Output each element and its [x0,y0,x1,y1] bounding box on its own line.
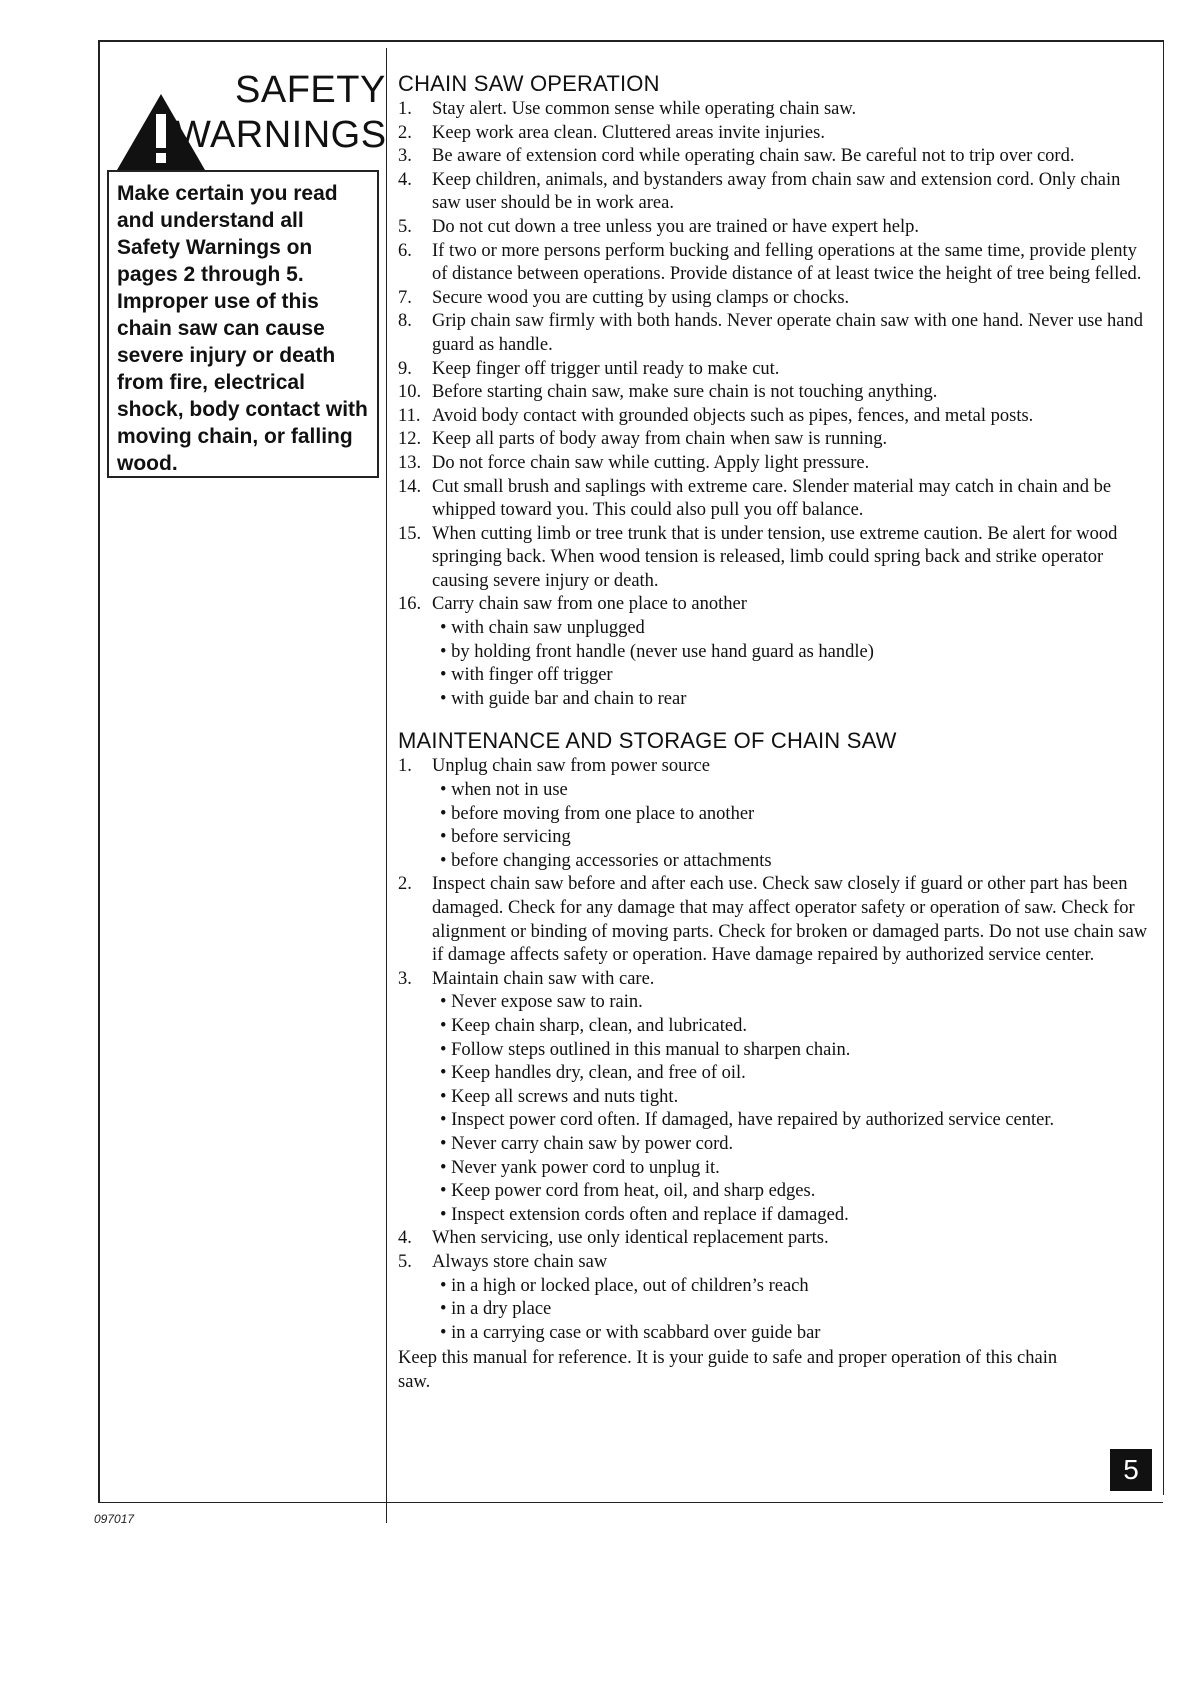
list-item [398,310,1153,357]
list-item [398,476,1153,523]
safety-warnings-header [115,70,387,160]
sub-list-item: • by holding front handle (never use hand guard as handle) [440,641,1153,665]
sub-list-item: • Never expose saw to rain. [440,991,1153,1015]
item-number: 7. [398,287,412,308]
item-text: Inspect chain saw before and after each use. Check saw closely if guard or other part has been damaged. Check for any damage that may affect operator safety or operation of saw. Check for alignment or binding of moving parts. Check for broken or damaged parts. Do not use chain saw if damage affects safety or operation. Have damage repaired by authorized service center. [432,874,1148,966]
list-item [398,169,1153,216]
item-text: Before starting chain saw, make sure chain is not touching anything. [432,382,938,403]
sub-list-item: • before moving from one place to another [440,803,1153,827]
item-number: 5. [398,216,412,237]
item-number: 4. [398,169,412,190]
sub-list-item: • Inspect extension cords often and replace if damaged. [440,1204,1153,1228]
item-number: 5. [398,1251,412,1272]
top-rule [98,40,1163,42]
sub-list-item: • Inspect power cord often. If damaged, have repaired by authorized service center. [440,1109,1153,1133]
sub-list-item: • when not in use [440,779,1153,803]
list-item [398,873,1153,967]
item-number: 13. [398,452,422,473]
item-number: 1. [398,756,412,777]
item-text: Avoid body contact with grounded objects such as pipes, fences, and metal posts. [432,405,1034,426]
bottom-rule [98,1502,1163,1503]
sub-list-item: • in a carrying case or with scabbard over guide bar [440,1322,1153,1346]
list-item [398,755,1153,873]
item-text: Always store chain saw [432,1251,608,1272]
sub-list-item: • Keep handles dry, clean, and free of oil. [440,1062,1153,1086]
list-item [398,968,1153,1228]
item-number: 12. [398,429,422,450]
sub-list-item: • with chain saw unplugged [440,617,1153,641]
list-item [398,405,1153,429]
item-text: Grip chain saw firmly with both hands. Never operate chain saw with one hand. Never use hand guard as handle. [432,311,1144,355]
sub-list-item: • Never carry chain saw by power cord. [440,1133,1153,1157]
item-number: 2. [398,874,412,895]
list-item [398,287,1153,311]
sub-list [432,617,1153,711]
list-item [398,593,1153,711]
item-number: 4. [398,1228,412,1249]
closing-note: Keep this manual for reference. It is your guide to safe and proper operation of this chain saw. [398,1348,1058,1392]
list-item [398,216,1153,240]
safety-notice-box: Make certain you read and understand all Safety Warnings on pages 2 through 5. Improper use of this chain saw can cause severe injury or death from fire, electrical shock, body contact with moving chain, or falling wood. [107,170,379,478]
right-rule [1163,40,1164,1495]
item-number: 3. [398,146,412,167]
item-text: Unplug chain saw from power source [432,756,710,777]
item-number: 15. [398,523,422,544]
maintenance-list [398,755,1153,1345]
list-item [398,122,1153,146]
sub-list [432,1275,1153,1346]
sub-list-item: • Keep chain sharp, clean, and lubricated. [440,1015,1153,1039]
item-number: 11. [398,405,421,426]
item-number: 3. [398,968,412,989]
warnings-title: WARNINGS [175,114,387,156]
item-text: Secure wood you are cutting by using clamps or chocks. [432,287,850,308]
item-text: Keep finger off trigger until ready to make cut. [432,358,780,379]
content-column [398,70,1153,1394]
sub-list-item: • in a dry place [440,1298,1153,1322]
left-rule [98,40,100,1502]
sub-list-item: • Follow steps outlined in this manual to sharpen chain. [440,1039,1153,1063]
item-number: 14. [398,476,422,497]
item-text: Maintain chain saw with care. [432,968,655,989]
item-number: 10. [398,382,422,403]
list-item [398,381,1153,405]
item-text: Keep children, animals, and bystanders away from chain saw and extension cord. Only chain saw user should be in work area. [432,169,1121,214]
item-number: 6. [398,240,412,261]
list-item [398,428,1153,452]
sub-list [432,779,1153,873]
sub-list-item: • with finger off trigger [440,664,1153,688]
sub-list-item: • before servicing [440,826,1153,850]
list-item [398,358,1153,382]
item-number: 2. [398,122,412,143]
document-code: 097017 [94,1512,135,1526]
sub-list-item: • with guide bar and chain to rear [440,688,1153,712]
item-number: 1. [398,99,412,119]
list-item [398,98,1153,122]
sub-list-item: • in a high or locked place, out of children’s reach [440,1275,1153,1299]
item-text: When cutting limb or tree trunk that is under tension, use extreme caution. Be alert for wood springing back. When wood tension is released, limb could spring back and strike operator causing severe injury or death. [432,523,1118,591]
sub-list [432,991,1153,1227]
sub-list-item: • before changing accessories or attachments [440,850,1153,874]
operation-section-title: CHAIN SAW OPERATION [398,71,660,96]
list-item [398,145,1153,169]
item-text: Do not force chain saw while cutting. Apply light pressure. [432,452,870,473]
item-text: When servicing, use only identical replacement parts. [432,1228,829,1249]
item-number: 9. [398,358,412,379]
list-item [398,1227,1153,1251]
item-number: 16. [398,594,422,615]
list-item [398,1251,1153,1345]
operation-list [398,98,1153,711]
list-item [398,240,1153,287]
item-text: Do not cut down a tree unless you are trained or have expert help. [432,216,919,237]
item-text: Carry chain saw from one place to another [432,594,747,615]
item-text: If two or more persons perform bucking and felling operations at the same time, provide plenty of distance between operations. Provide distance of at least twice the height of tree being felled. [432,240,1142,285]
sub-list-item: • Never yank power cord to unplug it. [440,1157,1153,1181]
item-text: Stay alert. Use common sense while operating chain saw. [432,99,857,119]
item-text: Cut small brush and saplings with extreme care. Slender material may catch in chain and be whipped toward you. This could also pull you off balance. [432,476,1112,521]
maintenance-section-title: MAINTENANCE AND STORAGE OF CHAIN SAW [398,728,897,754]
list-item [398,523,1153,594]
safety-title: SAFETY [235,69,386,111]
item-text: Keep all parts of body away from chain when saw is running. [432,429,888,450]
column-divider [386,48,387,1523]
sub-list-item: • Keep power cord from heat, oil, and sharp edges. [440,1180,1153,1204]
sub-list-item: • Keep all screws and nuts tight. [440,1086,1153,1110]
item-number: 8. [398,311,412,332]
item-text: Keep work area clean. Cluttered areas invite injuries. [432,122,825,143]
item-text: Be aware of extension cord while operating chain saw. Be careful not to trip over cord. [432,146,1075,167]
page-number-badge: 5 [1110,1449,1152,1491]
list-item [398,452,1153,476]
